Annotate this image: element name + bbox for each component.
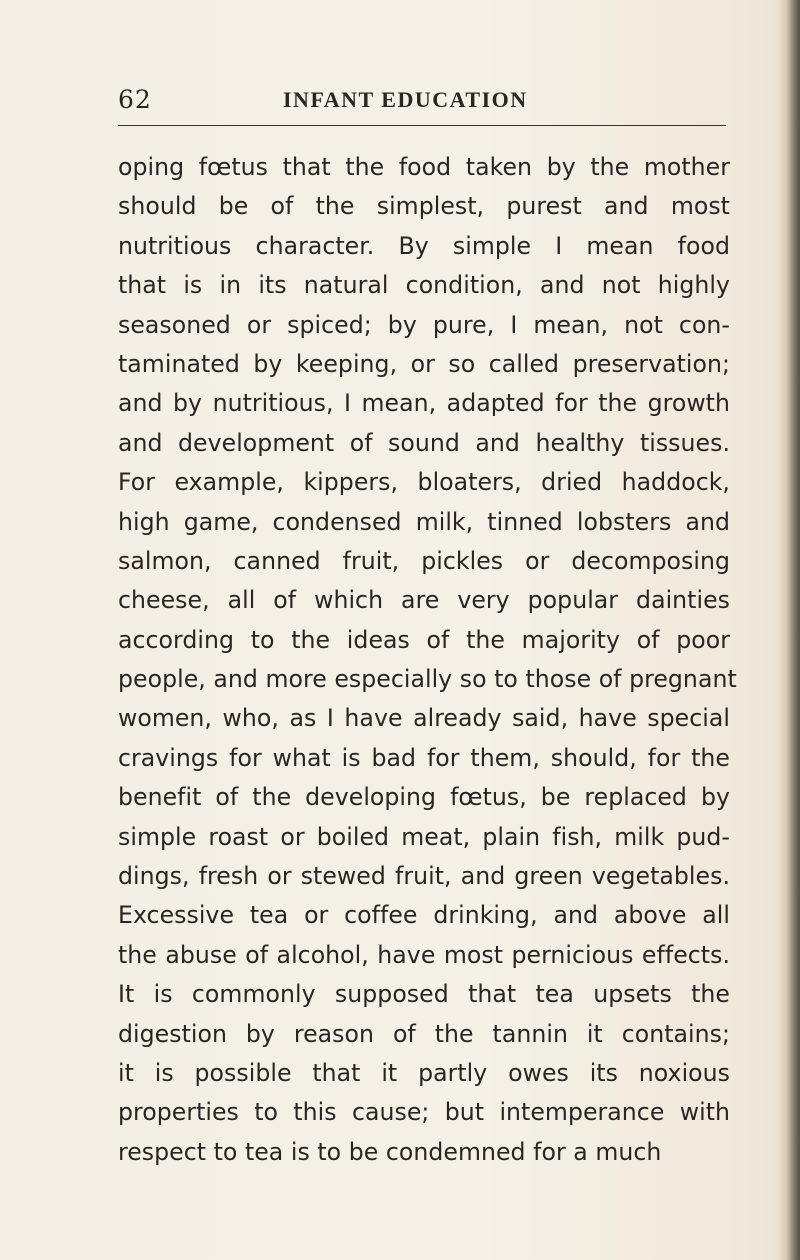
header-rule bbox=[118, 125, 726, 126]
text-line: should be of the simplest, purest and most bbox=[118, 192, 730, 221]
text-line: digestion by reason of the tannin it contains; bbox=[118, 1019, 730, 1048]
text-line: and by nutritious, I mean, adapted for the growth bbox=[118, 389, 730, 418]
body-text bbox=[118, 148, 737, 1172]
text-line: properties to this cause; but intemperance with bbox=[118, 1098, 730, 1127]
text-line: according to the ideas of the majority of poor bbox=[118, 625, 730, 654]
running-head: INFANT EDUCATION bbox=[283, 87, 528, 112]
text-line: For example, kippers, bloaters, dried haddock, bbox=[118, 468, 730, 497]
page-number: 62 bbox=[118, 85, 152, 114]
text-line: nutritious character. By simple I mean food bbox=[118, 231, 730, 260]
text-line: dings, fresh or stewed fruit, and green vegetables. bbox=[118, 862, 730, 891]
text-line: It is commonly supposed that tea upsets the bbox=[118, 980, 730, 1009]
text-line: women, who, as I have already said, have special bbox=[118, 704, 730, 733]
text-line: the abuse of alcohol, have most pernicious effects. bbox=[118, 940, 730, 969]
text-line: benefit of the developing fœtus, be replaced by bbox=[118, 783, 730, 812]
page-edge-shadow bbox=[778, 0, 800, 1260]
text-line: salmon, canned fruit, pickles or decomposing bbox=[118, 546, 730, 575]
text-line: respect to tea is to be condemned for a much bbox=[118, 1137, 662, 1166]
text-line: seasoned or spiced; by pure, I mean, not con- bbox=[118, 310, 730, 339]
text-line: Excessive tea or coffee drinking, and above all bbox=[118, 901, 730, 930]
text-line: taminated by keeping, or so called preservation; bbox=[118, 349, 730, 378]
text-line: high game, condensed milk, tinned lobsters and bbox=[118, 507, 730, 536]
text-line: simple roast or boiled meat, plain fish, milk pud- bbox=[118, 822, 730, 851]
page-header bbox=[118, 80, 726, 120]
text-line: cravings for what is bad for them, should, for the bbox=[118, 743, 730, 772]
text-line: oping fœtus that the food taken by the mother bbox=[118, 153, 730, 181]
text-line: cheese, all of which are very popular dainties bbox=[118, 586, 730, 615]
text-line: people, and more especially so to those of pregnant bbox=[118, 665, 737, 694]
text-line: that is in its natural condition, and not highly bbox=[118, 271, 730, 300]
text-line: and development of sound and healthy tissues. bbox=[118, 428, 730, 457]
text-line: it is possible that it partly owes its noxious bbox=[118, 1058, 730, 1087]
